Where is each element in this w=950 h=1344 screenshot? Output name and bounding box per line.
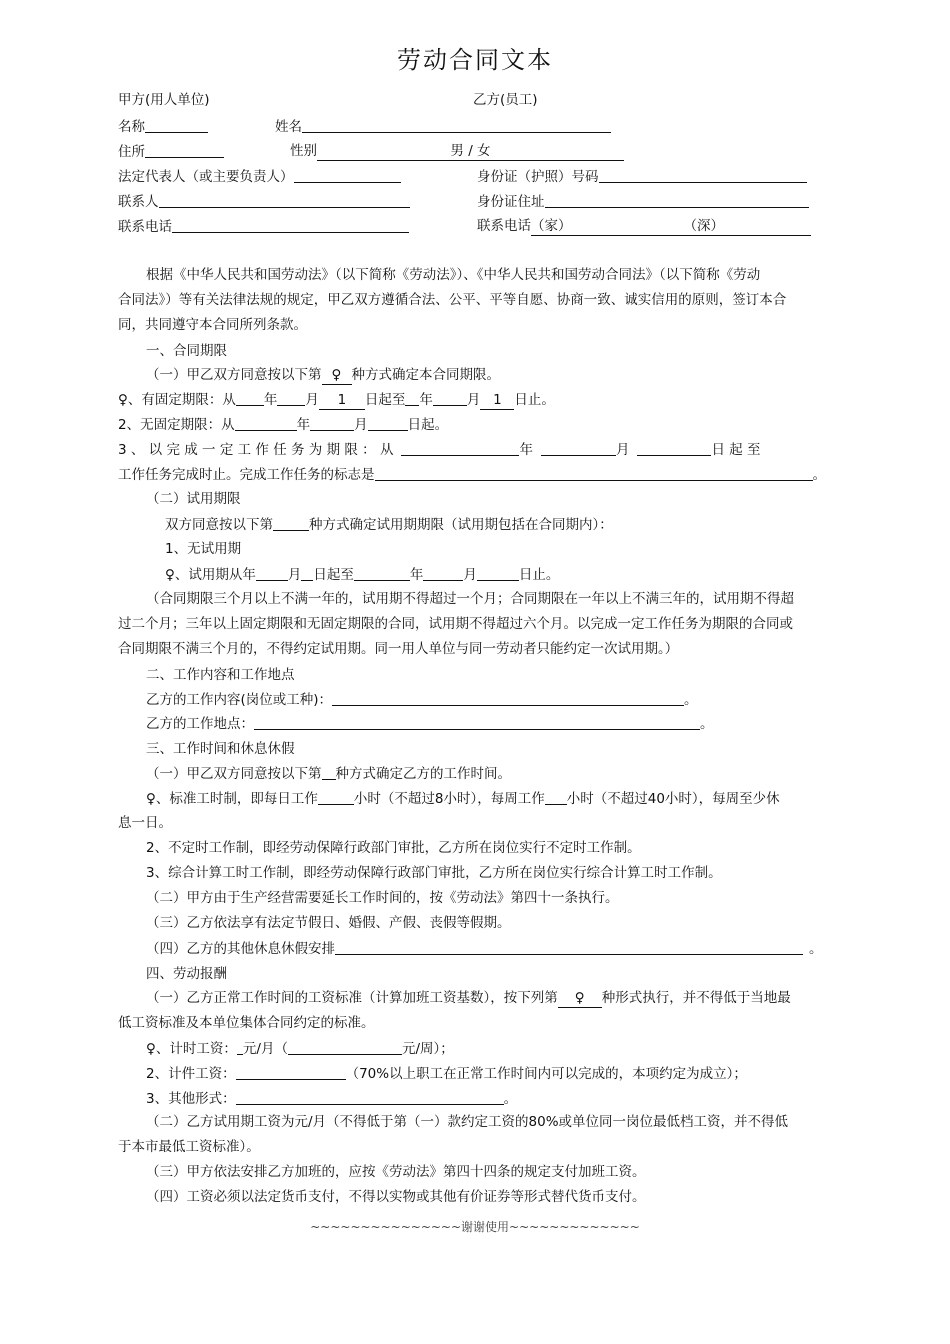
s1-open-term-line [118, 414, 448, 435]
s1-task-month[interactable] [541, 441, 616, 456]
s1-trial2-text-c: 日止。 [518, 567, 560, 583]
s4-other-end: 。 [503, 1091, 518, 1107]
section-1-title: 一、合同期限 [146, 343, 227, 359]
s1-fixed-year-from[interactable] [236, 391, 264, 406]
name-b-blank[interactable] [302, 118, 611, 133]
s1-open-year-label: 年 [296, 417, 311, 433]
s3-method-text-b: 种方式确定乙方的工作时间。 [335, 766, 511, 782]
name-b-label: 姓名 [275, 119, 302, 135]
s1-fixed-month-label-2: 月 [466, 392, 481, 408]
s4-para-4: （四）工资必须以法定货币支付，不得以实物或其他有价证券等形式替代货币支付。 [146, 1189, 646, 1205]
legal-rep-blank[interactable] [294, 168, 401, 183]
s1-task-month-label: 月 [615, 442, 630, 458]
name-b-field[interactable] [275, 116, 611, 137]
s3-std-text-b: 小时（不超过8小时），每周工作 [353, 791, 545, 807]
s4-para-2-line-1: （二）乙方试用期工资为元/月（不得低于第（一）款约定工资的80%或单位同一岗位最低档工资，并不得低 [146, 1114, 789, 1130]
section-4-title: 四、劳动报酬 [146, 966, 227, 982]
s2-content-blank[interactable] [332, 691, 684, 706]
legal-rep-field[interactable] [118, 166, 401, 187]
s4-p1-text-b: 种形式执行，并不得低于当地最 [601, 990, 791, 1006]
s1-trial-option-2 [165, 564, 559, 585]
s1-task-sign-blank[interactable] [375, 466, 813, 481]
s1-fixed-day-from[interactable]: 1 [319, 391, 365, 410]
s1-trial-choice[interactable] [273, 516, 309, 531]
phone-a-blank[interactable] [172, 218, 409, 233]
s1-method-text-a: （一）甲乙双方同意按以下第 [146, 367, 322, 383]
s1-fixed-text-a: ♀、有固定期限：从 [118, 392, 236, 408]
s3-rest-end: 。 [809, 941, 823, 957]
s3-std-text-a: ♀、标准工时制，即每日工作 [146, 791, 318, 807]
legal-rep-label: 法定代表人（或主要负责人） [118, 169, 294, 185]
s1-fixed-day-to[interactable]: 1 [480, 391, 514, 410]
s1-fixed-text-c: 日止。 [514, 392, 555, 408]
s1-task-end: 。 [812, 467, 826, 483]
s1-trial2-month-label-2: 月 [463, 567, 477, 583]
s1-fixed-year-label: 年 [263, 392, 278, 408]
s3-rest-blank[interactable] [335, 940, 803, 955]
intro-line-1: 根据《中华人民共和国劳动法》（以下简称《劳动法》）、《中华人民共和国劳动合同法》（以下简称《劳动 [146, 267, 761, 283]
s4-piece-wage-line [146, 1063, 747, 1084]
s3-para-4 [146, 938, 823, 959]
s4-other-line [146, 1088, 517, 1109]
s3-method-text-a: （一）甲乙双方同意按以下第 [146, 766, 322, 782]
s4-piece-text-a: 2、计件工资： [146, 1066, 236, 1082]
s2-content-line [146, 689, 698, 710]
s4-p1-choice[interactable]: ♀ [558, 989, 602, 1008]
phone-a-field[interactable] [118, 216, 409, 237]
gender-field[interactable] [290, 141, 624, 161]
s1-trial2-text-b: 日起至 [313, 567, 354, 583]
s1-method-line [146, 365, 500, 385]
id-address-field[interactable] [477, 191, 809, 212]
s1-fixed-text-b: 日起至 [364, 392, 406, 408]
party-b-label: 乙方(员工) [473, 92, 538, 108]
s1-note-line-1: （合同期限三个月以上不满一年的，试用期不得超过一个月；合同期限在一年以上不满三年的，试用期不得超 [146, 591, 794, 607]
name-a-field[interactable] [118, 116, 208, 137]
id-no-blank[interactable] [599, 168, 807, 183]
s1-note-line-2: 过二个月；三年以上固定期限和无固定期限的合同，试用期不得超过六个月。以完成一定工作任务为期限的合同或 [118, 616, 793, 632]
s3-method-choice[interactable] [322, 765, 336, 780]
s2-place-label: 乙方的工作地点： [146, 716, 254, 732]
gender-label: 性别 [290, 143, 317, 159]
section-3-title: 三、工作时间和休息休假 [146, 741, 295, 757]
id-address-blank[interactable] [545, 193, 809, 208]
phone-a-label: 联系电话 [118, 219, 172, 235]
s4-time-monthly-blank[interactable] [237, 1040, 243, 1055]
address-a-blank[interactable] [145, 143, 224, 158]
s1-trial-title: （二）试用期限 [146, 491, 241, 507]
s1-method-text-b: 种方式确定本合同期限。 [351, 367, 500, 383]
s3-para-3: （三）乙方依法享有法定节假日、婚假、产假、丧假等假期。 [146, 915, 511, 931]
s1-trial-option-1: 1、无试用期 [165, 541, 242, 557]
page-footer: ~~~~~~~~~~~~~~~谢谢使用~~~~~~~~~~~~~ [310, 1220, 640, 1234]
id-no-label: 身份证（护照）号码 [477, 169, 599, 185]
s1-trial2-text-a: ♀、试用期从年 [165, 567, 256, 583]
phone-b-field[interactable] [477, 216, 811, 236]
s4-time-wage-line [146, 1038, 454, 1059]
s4-other-blank[interactable] [236, 1090, 504, 1105]
gender-options[interactable]: 男 / 女 [317, 142, 624, 161]
s3-para-2: （二）甲方由于生产经营需要延长工作时间的，按《劳动法》第四十一条执行。 [146, 890, 619, 906]
s1-fixed-year-to[interactable] [405, 391, 419, 406]
s1-task-year-label: 年 [519, 442, 533, 458]
s1-open-text-b: 日起。 [407, 417, 449, 433]
s2-place-blank[interactable] [254, 715, 700, 730]
phone-home-label: （家） [531, 218, 572, 234]
phone-b-label: 联系电话 [477, 218, 531, 234]
phone-b-blank[interactable] [531, 217, 811, 236]
s1-trial2-day-from[interactable] [301, 566, 313, 581]
s1-task-line-2 [118, 464, 826, 485]
s4-para-1-line-1 [146, 988, 791, 1008]
s1-trial2-day-to[interactable] [477, 566, 519, 581]
s1-open-text-a: 2、无固定期限：从 [118, 417, 235, 433]
s4-time-text-a: ♀、计时工资： [146, 1041, 237, 1057]
s2-content-label: 乙方的工作内容(岗位或工种)： [146, 692, 333, 708]
s4-time-text-b: 元/月（ [242, 1041, 288, 1057]
s1-fixed-month-label: 月 [305, 392, 319, 408]
s2-content-end: 。 [684, 692, 698, 708]
contact-person-label: 联系人 [118, 194, 159, 210]
address-a-field[interactable] [118, 141, 224, 162]
s1-task-text-c: 工作任务完成时止。完成工作任务的标志是 [118, 467, 375, 483]
s3-method-line [146, 763, 511, 784]
s1-fixed-term-line [118, 389, 555, 410]
contact-person-field[interactable] [118, 191, 410, 212]
s1-trial2-year-label: 年 [409, 567, 424, 583]
name-a-blank[interactable] [145, 118, 208, 133]
s3-std-text-c: 小时（不超过40小时），每周至少休 [566, 791, 780, 807]
name-a-label: 名称 [118, 119, 145, 135]
s1-method-choice[interactable]: ♀ [322, 366, 352, 385]
s1-open-month-label: 月 [354, 417, 368, 433]
party-a-label: 甲方(用人单位) [118, 92, 210, 108]
s3-std-weekly-hours[interactable] [545, 790, 567, 805]
s3-rest-label: （四）乙方的其他休息休假安排 [146, 941, 335, 957]
s1-fixed-month-to[interactable] [433, 391, 467, 406]
s4-time-text-c: 元/周）； [401, 1041, 454, 1057]
s4-para-2-line-2: 于本市最低工资标准）。 [118, 1139, 260, 1155]
id-no-field[interactable] [477, 166, 807, 187]
s1-task-year[interactable] [401, 441, 519, 456]
s1-fixed-month-from[interactable] [277, 391, 305, 406]
s4-time-weekly-blank[interactable] [288, 1040, 402, 1055]
address-a-label: 住所 [118, 144, 145, 160]
s1-trial2-year-to[interactable] [354, 566, 410, 581]
s1-task-text-b: 日 起 至 [711, 442, 761, 458]
section-2-title: 二、工作内容和工作地点 [146, 667, 295, 683]
s1-trial-method-line [165, 514, 613, 535]
s1-open-month[interactable] [310, 416, 354, 431]
s3-item-2: 2、不定时工作制，即经劳动保障行政部门审批，乙方所在岗位实行不定时工作制。 [146, 840, 641, 856]
s3-standard-line-1 [146, 788, 780, 809]
s1-note-line-3: 合同期限不满三个月的，不得约定试用期。同一用人单位与同一劳动者只能约定一次试用期。） [118, 641, 679, 657]
s1-trial-text-a: 双方同意按以下第 [165, 517, 273, 533]
s1-open-year[interactable] [235, 416, 297, 431]
page-title: 劳动合同文本 [397, 46, 553, 74]
s1-task-line-1 [118, 439, 832, 460]
intro-line-2: 合同法》）等有关法律法规的规定，甲乙双方遵循合法、公平、平等自愿、协商一致、诚实信用的原则，签订本合 [118, 292, 787, 308]
s3-item-3: 3、综合计算工时工作制，即经劳动保障行政部门审批，乙方所在岗位实行综合计算工时工作制。 [146, 865, 722, 881]
s2-place-end: 。 [700, 716, 714, 732]
s1-trial2-month-to[interactable] [423, 566, 463, 581]
s1-trial-text-b: 种方式确定试用期期限（试用期包括在合同期内）： [309, 517, 613, 533]
s3-std-daily-hours[interactable] [318, 790, 354, 805]
s1-open-day[interactable] [368, 416, 408, 431]
s4-para-3: （三）甲方依法安排乙方加班的，应按《劳动法》第四十四条的规定支付加班工资。 [146, 1164, 646, 1180]
id-address-label: 身份证住址 [477, 194, 545, 210]
s4-piece-text-b: （70%以上职工在正常工作时间内可以完成的，本项约定为成立）； [345, 1066, 747, 1082]
s1-task-day[interactable] [637, 441, 711, 456]
s4-other-label: 3、其他形式： [146, 1091, 236, 1107]
s4-para-1-line-2: 低工资标准及本单位集体合同约定的标准。 [118, 1015, 375, 1031]
s1-fixed-year-label-2: 年 [419, 392, 433, 408]
s2-place-line [146, 713, 714, 734]
contact-person-blank[interactable] [159, 193, 410, 208]
s1-task-text-a: 3 、 以 完 成 一 定 工 作 任 务 为 期 限 ： 从 [118, 442, 394, 458]
s4-p1-text-a: （一）乙方正常工作时间的工资标准（计算加班工资基数），按下列第 [146, 990, 558, 1006]
s4-piece-blank[interactable] [236, 1065, 346, 1080]
s1-trial2-month-from[interactable] [256, 566, 288, 581]
intro-line-3: 同，共同遵守本合同所列条款。 [118, 317, 307, 333]
s1-trial2-month-label: 月 [287, 567, 302, 583]
phone-deep-label: （深） [683, 218, 724, 234]
s3-standard-line-2: 息一日。 [118, 815, 172, 831]
